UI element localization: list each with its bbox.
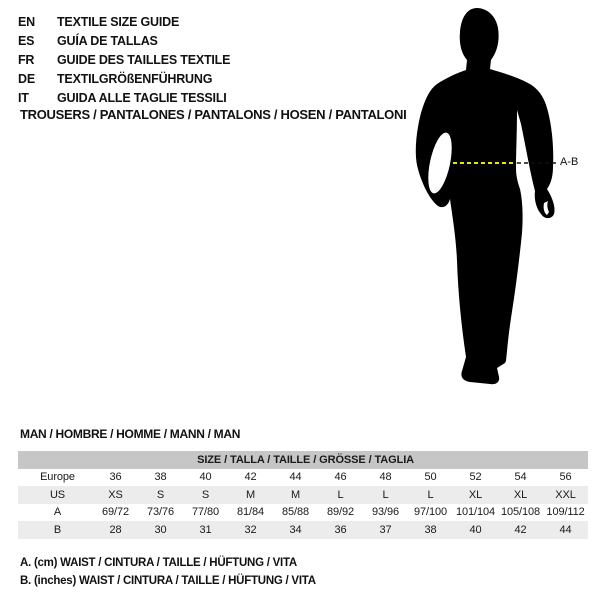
size-value: 42 bbox=[244, 471, 257, 484]
size-value: 105/108 bbox=[500, 506, 541, 519]
footnote-a: A. (cm) WAIST / CINTURA / TAILLE / HÜFTUNG / VITA bbox=[20, 557, 297, 569]
language-title: GUIDA ALLE TAGLIE TESSILI bbox=[57, 90, 227, 105]
footnotes bbox=[20, 554, 316, 590]
size-value: 50 bbox=[424, 471, 437, 484]
size-value: 40 bbox=[199, 471, 212, 484]
language-code: ES bbox=[18, 33, 35, 48]
language-title: GUIDE DES TAILLES TEXTILE bbox=[57, 52, 231, 67]
row-label: Europe bbox=[40, 471, 75, 484]
size-value: 93/96 bbox=[371, 506, 400, 519]
size-value: 48 bbox=[379, 471, 392, 484]
size-value: L bbox=[427, 488, 434, 501]
size-value: 44 bbox=[559, 523, 572, 536]
footnote-b: B. (inches) WAIST / CINTURA / TAILLE / HÜFTUNG / VITA bbox=[20, 575, 316, 587]
size-value: M bbox=[245, 488, 256, 501]
measure-label-ab: A-B bbox=[560, 156, 579, 168]
size-value: 46 bbox=[334, 471, 347, 484]
row-label: A bbox=[53, 506, 62, 519]
row-label: B bbox=[53, 523, 62, 536]
size-value: M bbox=[290, 488, 301, 501]
row-label: US bbox=[49, 488, 66, 501]
size-value: 42 bbox=[514, 523, 527, 536]
size-value: 40 bbox=[469, 523, 482, 536]
size-value: 54 bbox=[514, 471, 527, 484]
language-title: GUÍA DE TALLAS bbox=[57, 33, 158, 48]
size-value: 69/72 bbox=[101, 506, 130, 519]
language-title: TEXTILGRÖßENFÜHRUNG bbox=[57, 71, 213, 86]
size-value: 37 bbox=[379, 523, 392, 536]
size-value: 89/92 bbox=[326, 506, 355, 519]
table-row-b-inches bbox=[18, 521, 588, 539]
size-value: 36 bbox=[334, 523, 347, 536]
size-value: 101/104 bbox=[455, 506, 496, 519]
size-value: 56 bbox=[559, 471, 572, 484]
size-value: L bbox=[337, 488, 344, 501]
language-code: IT bbox=[18, 90, 29, 105]
size-value: 52 bbox=[469, 471, 482, 484]
language-code: EN bbox=[18, 14, 35, 29]
man-silhouette-shape bbox=[416, 8, 555, 384]
size-value: L bbox=[382, 488, 389, 501]
size-value: 28 bbox=[109, 523, 122, 536]
size-value: 32 bbox=[244, 523, 257, 536]
size-value: 109/112 bbox=[546, 506, 585, 519]
size-value: 81/84 bbox=[236, 506, 265, 519]
size-value: 38 bbox=[154, 471, 167, 484]
size-value: XL bbox=[513, 488, 528, 501]
table-row-a-cm bbox=[18, 504, 588, 522]
language-title: TEXTILE SIZE GUIDE bbox=[57, 14, 180, 29]
language-code: DE bbox=[18, 71, 35, 86]
size-value: XS bbox=[108, 488, 123, 501]
table-header-row bbox=[18, 451, 588, 469]
table-row-us bbox=[18, 486, 588, 504]
table-row-europe bbox=[18, 469, 588, 487]
size-value: 38 bbox=[424, 523, 437, 536]
size-value: XXL bbox=[555, 488, 576, 501]
size-value: 44 bbox=[289, 471, 302, 484]
size-value: 85/88 bbox=[281, 506, 310, 519]
table-header-label: SIZE / TALLA / TAILLE / GRÖSSE / TAGLIA bbox=[197, 453, 415, 466]
size-value: 36 bbox=[109, 471, 122, 484]
size-value: S bbox=[156, 488, 165, 501]
language-code: FR bbox=[18, 52, 35, 67]
size-value: S bbox=[201, 488, 210, 501]
garment-category-title: TROUSERS / PANTALONES / PANTALONS / HOSEN / PANTALONI bbox=[20, 107, 407, 122]
size-table bbox=[18, 451, 588, 539]
size-value: 31 bbox=[199, 523, 212, 536]
size-value: XL bbox=[468, 488, 483, 501]
size-value: 73/76 bbox=[146, 506, 175, 519]
size-value: 30 bbox=[154, 523, 167, 536]
size-value: 34 bbox=[289, 523, 302, 536]
size-value: 77/80 bbox=[191, 506, 220, 519]
size-value: 97/100 bbox=[413, 506, 448, 519]
section-title-man: MAN / HOMBRE / HOMME / MANN / MAN bbox=[20, 427, 241, 441]
